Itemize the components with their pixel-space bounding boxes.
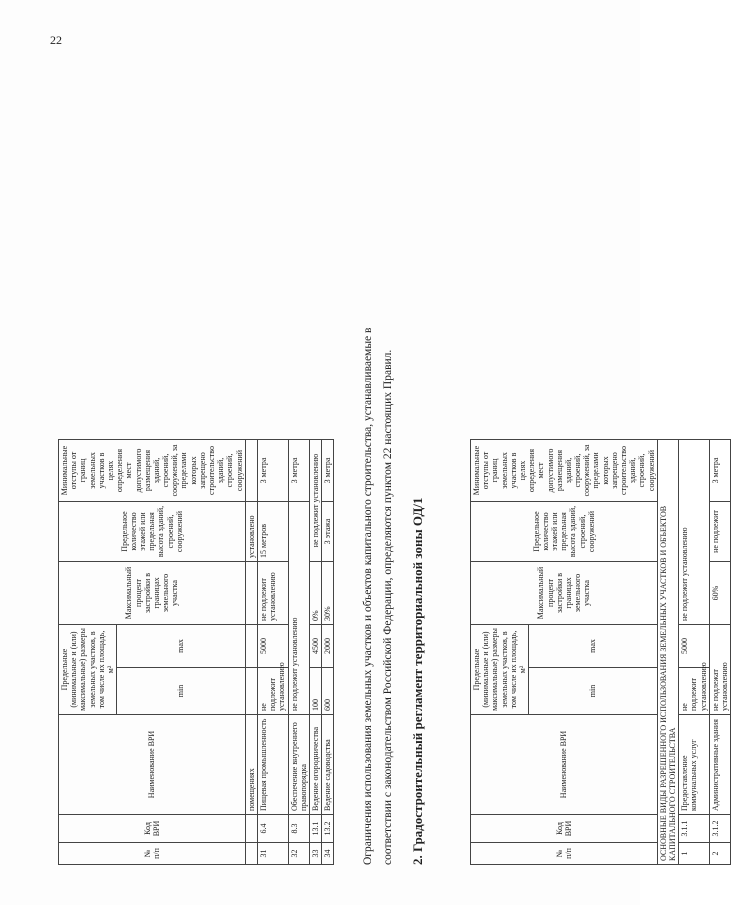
cell-code: 3.1.2: [709, 815, 730, 843]
table-row: [322, 439, 334, 864]
table-row: [257, 439, 288, 864]
cell-percent: 60%: [709, 561, 730, 624]
cell-setback: 3 метра: [288, 439, 309, 501]
section-title: ОСНОВНЫЕ ВИДЫ РАЗРЕШЕННОГО ИСПОЛЬЗОВАНИЯ ЗЕМЕЛЬНЫХ УЧАСТКОВ И ОБЪЕКТОВ КАПИТАЛЬНОГО СТРОИТЕЛЬСТВА: [657, 439, 678, 864]
header-size-group: Предельные (минимальные и (или) максимальные) размеры земельных участков, в том числе их площадь, м²: [59, 624, 117, 714]
cell-name: Административные здания: [709, 715, 730, 815]
cell-name: Ведение огородничества: [309, 715, 321, 815]
table-header-row: [471, 439, 529, 864]
table-row: [709, 439, 730, 864]
cell-num: 1: [679, 843, 710, 865]
cell-name-continuation: помещениях: [245, 715, 257, 815]
section-row: [657, 439, 678, 864]
cell-max: 5000: [679, 624, 710, 667]
cell-max: 2000: [322, 624, 334, 667]
cell-floors: 15 метров: [257, 501, 288, 561]
header-percent: Максимальный процент застройки в границах земельного участка: [59, 561, 246, 624]
header-name: Наименование ВРИ: [59, 715, 246, 815]
cell-name: Обеспечение внутреннего правопорядка: [288, 715, 309, 815]
header-name: Наименование ВРИ: [471, 715, 658, 815]
cell-code: 8.3: [288, 815, 309, 843]
cell-max: 4500: [309, 624, 321, 667]
cell-floors-continuation: установлено: [245, 501, 257, 561]
header-percent: Максимальный процент застройки в границах земельного участка: [471, 561, 658, 624]
cell-num: 2: [709, 843, 730, 865]
cell-min: не подлежит установлению: [257, 668, 288, 715]
table-row: [245, 439, 257, 864]
cell-size-merged: не подлежат установлению: [709, 624, 730, 714]
cell-num: 33: [309, 843, 321, 865]
cell-percent: 0%: [309, 561, 321, 624]
cell-name: Ведение садоводства: [322, 715, 334, 815]
table-row: [309, 439, 321, 864]
cell-floors: 3 этажа: [322, 501, 334, 561]
cell-name: Предоставление коммунальных услуг: [679, 715, 710, 815]
table-row: [288, 439, 309, 864]
cell-num: 32: [288, 843, 309, 865]
header-num: № п/п: [59, 843, 246, 865]
cell-floors: не подлежит: [709, 501, 730, 561]
header-size-group: Предельные (минимальные и (или) максимальные) размеры земельных участков, в том числе их площадь, м²: [471, 624, 529, 714]
table-continuation: [58, 439, 334, 865]
header-setbacks: Минимальные отступы от границ земельных участков в целях определения мест допустимого размещения зданий, строений, сооружений, за пределами которых запрещено строительство зданий, строений, сооружений: [471, 439, 658, 501]
table-header-row: [59, 439, 117, 864]
cell-code: 13.2: [322, 815, 334, 843]
cell-code: 6.4: [257, 815, 288, 843]
cell-min: не подлежит установлению: [679, 668, 710, 715]
cell-setback: 3 метра: [257, 439, 288, 501]
cell-setback: 3 метра: [709, 439, 730, 501]
table-row: [679, 439, 710, 864]
cell-floors-merged: не подлежит установлению: [309, 439, 321, 561]
header-min: min: [117, 668, 246, 715]
header-floors: Предельное количество этажей или предельная высота зданий, строений, сооружений: [59, 501, 246, 561]
cell-num: 31: [257, 843, 288, 865]
cell-name: Пищевая промышленность: [257, 715, 288, 815]
rotated-content: [50, 15, 729, 875]
cell-merged-not-established: не подлежит установлению: [679, 439, 710, 624]
header-code: Код ВРИ: [471, 815, 658, 843]
cell-code: 13.1: [309, 815, 321, 843]
cell-merged-not-established: не подлежит установлению: [288, 501, 309, 714]
header-setbacks: Минимальные отступы от границ земельных участков в целях определения мест допустимого размещения зданий, строений, сооружений, за пределами которых запрещено строительство зданий, строений, сооружений: [59, 439, 246, 501]
cell-num: 34: [322, 843, 334, 865]
header-max: max: [529, 624, 658, 667]
header-floors: Предельное количество этажей или предельная высота зданий, строений, сооружений: [471, 501, 658, 561]
header-code: Код ВРИ: [59, 815, 246, 843]
page-number: 22: [50, 33, 62, 47]
cell-min: 100: [309, 668, 321, 715]
cell-min: 600: [322, 668, 334, 715]
cell-percent: 30%: [322, 561, 334, 624]
cell-setback: 3 метра: [322, 439, 334, 501]
header-max: max: [117, 624, 246, 667]
table-od1: [470, 439, 731, 865]
cell-max: 5000: [257, 624, 288, 667]
paragraph-restrictions-line1: Ограничения использования земельных участков и объектов капитального строительства, устанавливаемые в: [362, 327, 374, 865]
cell-percent: не подлежит установлению: [257, 561, 288, 624]
section-heading: 2. Градостроительный регламент территориальной зоны ОД/1: [410, 497, 425, 865]
paragraph-restrictions-line2: соответствии с законодательством Российской Федерации, определяются пунктом 22 настоящих Правил.: [382, 349, 394, 865]
cell-code: 3.1.1: [679, 815, 710, 843]
header-min: min: [529, 668, 658, 715]
header-num: № п/п: [471, 843, 658, 865]
